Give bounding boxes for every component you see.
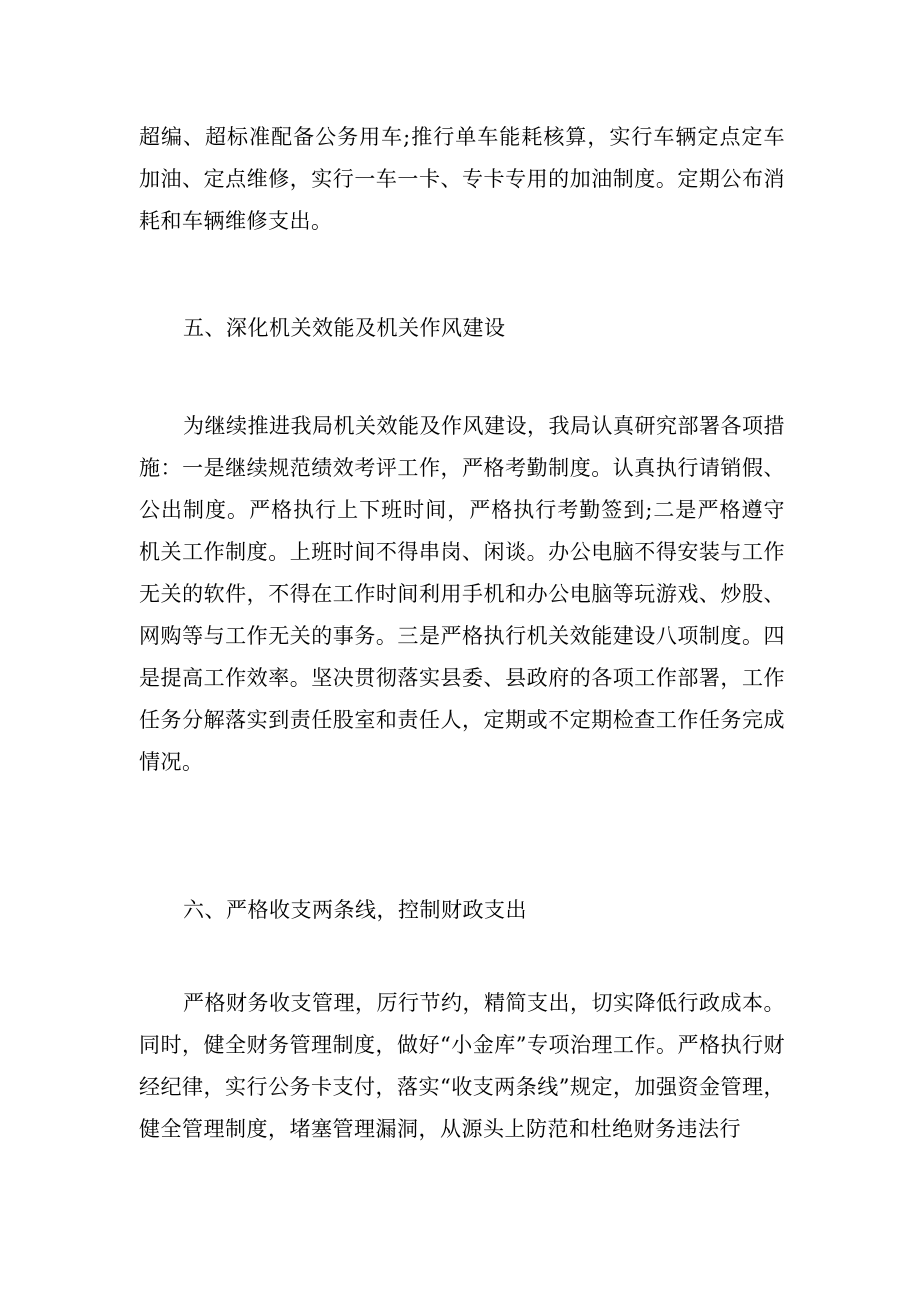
body-paragraph-finance: 严格财务收支管理，厉行节约，精简支出，切实降低行政成本。同时，健全财务管理制度，做好“小金库”专项治理工作。严格执行财经纪律，实行公务卡支付，落实“收支两条线”规定，加强资金管理，健全管理制度，堵塞管理漏洞，从源头上防范和杜绝财务违法行 — [139, 991, 785, 1141]
section-heading-6: 六、严格收支两条线，控制财政支出 — [183, 898, 527, 922]
section-heading-5: 五、深化机关效能及机关作风建设 — [183, 316, 506, 340]
body-paragraph-work-style: 为继续推进我局机关效能及作风建设，我局认真研究部署各项措施：一是继续规范绩效考评工作，严格考勤制度。认真执行请销假、公出制度。严格执行上下班时间，严格执行考勤签到;二是严格遵守机关工作制度。上班时间不得串岗、闲谈。办公电脑不得安装与工作无关的软件，不得在工作时间利用手机和办公电脑等玩游戏、炒股、网购等与工作无关的事务。三是严格执行机关效能建设八项制度。四是提高工作效率。坚决贯彻落实县委、县政府的各项工作部署，工作任务分解落实到责任股室和责任人，定期或不定期检查工作任务完成情况。 — [139, 414, 785, 774]
body-paragraph-vehicle-management: 超编、超标准配备公务用车;推行单车能耗核算，实行车辆定点定车加油、定点维修，实行一车一卡、专卡专用的加油制度。定期公布消耗和车辆维修支出。 — [139, 125, 785, 233]
